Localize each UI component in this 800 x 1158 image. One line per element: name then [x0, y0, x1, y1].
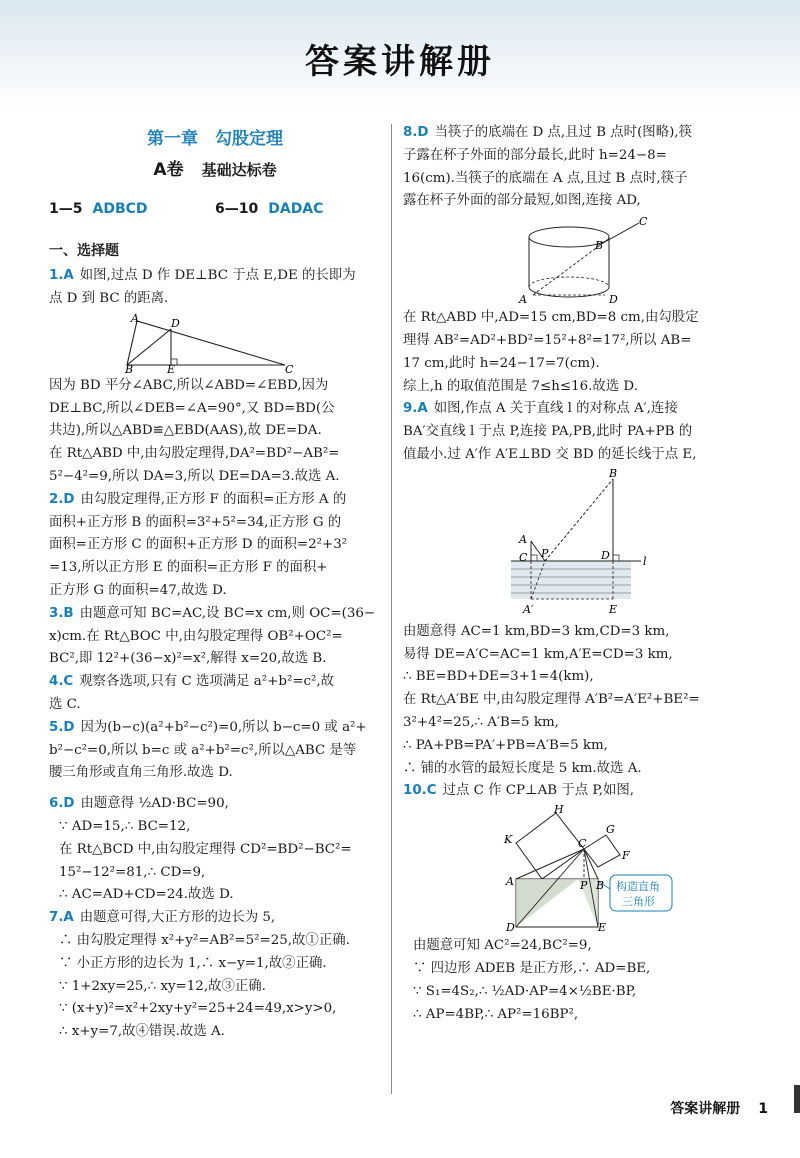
q9-line: 3²+4²=25,∴ A′B=5 km,	[403, 714, 559, 730]
figure-triangle-abc	[125, 313, 305, 373]
answer-range: 6—10	[215, 200, 259, 217]
q9-line: 9.A 如图,作点 A 关于直线 l 的对称点 A′,连接	[403, 401, 678, 417]
fig10-label: B	[596, 879, 605, 893]
q2-number: 2.D	[49, 491, 75, 507]
q9-line: 由题意得 AC=1 km,BD=3 km,CD=3 km,	[403, 623, 670, 639]
answer-range: 1—5	[49, 200, 83, 217]
q9-line: ∴ BE=BD+DE=3+1=4(km),	[403, 669, 594, 685]
fig1-label: A	[131, 312, 139, 325]
q2-line: 2.D 由勾股定理得,正方形 F 的面积=正方形 A 的	[49, 491, 347, 507]
fig1-label: B	[125, 362, 134, 373]
volume-letter: A卷	[153, 159, 184, 180]
page-footer	[670, 1098, 768, 1118]
q6-line: ∵ AD=15,∴ BC=12,	[59, 818, 191, 834]
q2-line: 面积+正方形 B 的面积=3²+5²=34,正方形 G 的	[49, 514, 342, 530]
q1-line: 1.A 如图,过点 D 作 DE⊥BC 于点 E,DE 的长即为	[49, 268, 356, 284]
column-divider	[391, 124, 392, 1094]
answer-keys: DADAC	[268, 200, 324, 217]
q7-line: 7.A 由题意可得,大正方形的边长为 5,	[49, 910, 276, 926]
q8-number: 8.D	[403, 125, 429, 140]
q10-line: 10.C 过点 C 作 CP⊥AB 于点 P,如图,	[403, 783, 634, 799]
chapter-title: 第一章 勾股定理	[147, 129, 283, 149]
q9-line: ∴ 铺的水管的最短长度是 5 km.故选 A.	[403, 760, 642, 776]
fig10-label: E	[598, 921, 607, 934]
page-title: 答案讲解册	[305, 42, 495, 82]
q5-number: 5.D	[49, 719, 75, 735]
q9-line: ∴ PA+PB=PA′+PB=A′B=5 km,	[403, 737, 608, 753]
fig9-label: B	[609, 468, 618, 480]
fig9-label: E	[609, 602, 618, 616]
fig8-label: D	[609, 293, 618, 306]
q8-line: 8.D 当筷子的底端在 D 点,且过 B 点时(图略),筷	[403, 125, 692, 140]
q8-line: 16(cm).当筷子的底端在 A 点,且过 B 点时,筷子	[403, 170, 688, 186]
q7-line: ∴ x+y=7,故④错误.故选 A.	[59, 1024, 225, 1040]
fig9-label: C	[519, 550, 528, 564]
fig9-label: D	[601, 548, 610, 562]
q8-line: 理得 AB²=AD²+BD²=15²+8²=17²,所以 AB=	[403, 332, 692, 348]
q10-line: ∴ AP=4BP,∴ AP²=16BP²,	[413, 1006, 579, 1022]
section-heading: 一、选择题	[49, 243, 119, 260]
q3-line: 3.B 由题意可知 BC=AC,设 BC=x cm,则 OC=(36−	[49, 605, 376, 621]
q3-line: x)cm.在 Rt△BOC 中,由勾股定理得 OB²+OC²=	[49, 628, 343, 644]
q9-line: 值最小.过 A′作 A′E⊥BD 交 BD 的延长线于点 E,	[403, 446, 697, 462]
answer-key	[49, 198, 381, 221]
q4-line: 选 C.	[49, 696, 81, 712]
q4-number: 4.C	[49, 674, 74, 690]
q9-line: 易得 DE=A′C=AC=1 km,A′E=CD=3 km,	[403, 646, 673, 662]
footer-label: 答案讲解册	[670, 1101, 741, 1117]
fig10-callout: 构造直角	[616, 880, 660, 894]
q9-line: 在 Rt△A′BE 中,由勾股定理得 A′B²=A′E²+BE²=	[403, 692, 700, 708]
fig9-label: l	[643, 554, 647, 568]
q8-line: 17 cm,此时 h=24−17=7(cm).	[403, 355, 600, 371]
q7-line: ∵ 1+2xy=25,∴ xy=12,故③正确.	[59, 978, 266, 994]
q9-line: BA′交直线 l 于点 P,连接 PA,PB,此时 PA+PB 的	[403, 424, 693, 440]
q1-line: 5²−4²=9,所以 DA=3,所以 DE=DA=3.故选 A.	[49, 468, 340, 484]
fig1-label: D	[171, 316, 180, 330]
right-column	[403, 122, 769, 1026]
q1-line: DE⊥BC,所以∠DEB=∠A=90°,又 BD=BD(公	[49, 400, 335, 416]
volume-title	[49, 159, 381, 182]
edge-mark	[794, 1085, 800, 1113]
q7-line: ∵ (x+y)²=x²+2xy+y²=25+24=49,x>y>0,	[59, 1001, 337, 1017]
volume-name: 基础达标卷	[201, 160, 277, 179]
fig9-label: A	[519, 532, 527, 546]
left-column	[49, 122, 381, 1044]
fig10-label: G	[606, 823, 615, 837]
fig10-label: H	[554, 805, 564, 817]
fig10-label: P	[580, 879, 588, 893]
figure-cylinder	[511, 215, 661, 305]
q10-number: 10.C	[403, 783, 437, 799]
q10-line: 由题意可知 AC²=24,BC²=9,	[413, 938, 592, 954]
q3-line: BC²,即 12²+(36−x)²=x²,解得 x=20,故选 B.	[49, 651, 327, 667]
q10-line: ∵ 四边形 ADEB 是正方形,∴ AD=BE,	[413, 960, 651, 976]
q1-line: 共边),所以△ABD≌△EBD(AAS),故 DE=DA.	[49, 423, 322, 439]
answer-group	[49, 198, 215, 221]
answer-keys: ADBCD	[92, 200, 148, 217]
q8-line: 综上,h 的取值范围是 7≤h≤16.故选 D.	[403, 378, 638, 394]
fig9-label: P	[541, 546, 549, 560]
fig1-label: C	[285, 362, 294, 373]
fig10-label: C	[578, 837, 587, 851]
q8-line: 子露在杯子外面的部分最长,此时 h=24−8=	[403, 147, 667, 163]
fig8-label: B	[595, 239, 604, 253]
q2-line: 面积=正方形 C 的面积+正方形 D 的面积=2²+3²	[49, 537, 348, 553]
q2-line: 正方形 G 的面积=47,故选 D.	[49, 582, 227, 598]
q1-number: 1.A	[49, 268, 74, 284]
fig10-callout: 三角形	[622, 895, 655, 909]
q8-line: 露在杯子外面的部分最短,如图,连接 AD,	[403, 193, 641, 209]
q6-line: 15²−12²=81,∴ CD=9,	[59, 864, 206, 880]
q6-line: 6.D 由题意得 ½AD·BC=90,	[49, 796, 229, 812]
q5-line: 5.D 因为(b−c)(a²+b²−c²)=0,所以 b−c=0 或 a²+	[49, 719, 367, 735]
q10-line: ∵ S₁=4S₂,∴ ½AD·AP=4×½BE·BP,	[413, 983, 637, 999]
q2-line: =13,所以正方形 E 的面积=正方形 F 的面积+	[49, 560, 328, 576]
q1-line: 因为 BD 平分∠ABC,所以∠ABD=∠EBD,因为	[49, 377, 329, 393]
fig10-label: F	[622, 849, 630, 863]
q4-line: 4.C 观察各选项,只有 C 选项满足 a²+b²=c²,故	[49, 674, 335, 690]
fig1-label: E	[167, 362, 176, 373]
answer-group	[215, 198, 381, 221]
q3-number: 3.B	[49, 605, 74, 621]
fig10-label: D	[506, 921, 515, 934]
fig8-label: C	[639, 215, 648, 229]
q5-line: b²−c²=0,所以 b=c 或 a²+b²=c²,所以△ABC 是等	[49, 742, 357, 758]
fig10-label: A	[506, 875, 514, 889]
page-number: 1	[758, 1101, 768, 1117]
q6-number: 6.D	[49, 796, 75, 812]
fig8-label: A	[519, 293, 527, 306]
q6-line: 在 Rt△BCD 中,由勾股定理得 CD²=BD²−BC²=	[59, 841, 352, 857]
fig10-label: K	[504, 833, 513, 847]
q5-line: 腰三角形或直角三角形.故选 D.	[49, 765, 233, 781]
figure-pipe-river	[501, 469, 671, 619]
q1-line: 在 Rt△ABD 中,由勾股定理得,DA²=BD²−AB²=	[49, 446, 340, 462]
q6-line: ∴ AC=AD+CD=24.故选 D.	[59, 887, 234, 903]
q8-line: 在 Rt△ABD 中,AD=15 cm,BD=8 cm,由勾股定	[403, 310, 699, 326]
q1-line: 点 D 到 BC 的距离.	[49, 290, 169, 306]
q9-number: 9.A	[403, 401, 428, 417]
q7-line: ∵ 小正方形的边长为 1,∴ x−y=1,故②正确.	[59, 955, 327, 971]
figure-pythagoras-squares	[486, 805, 686, 933]
fig9-label: A′	[523, 602, 534, 616]
q7-number: 7.A	[49, 910, 74, 926]
q7-line: ∴ 由勾股定理得 x²+y²=AB²=5²=25,故①正确.	[59, 932, 350, 948]
